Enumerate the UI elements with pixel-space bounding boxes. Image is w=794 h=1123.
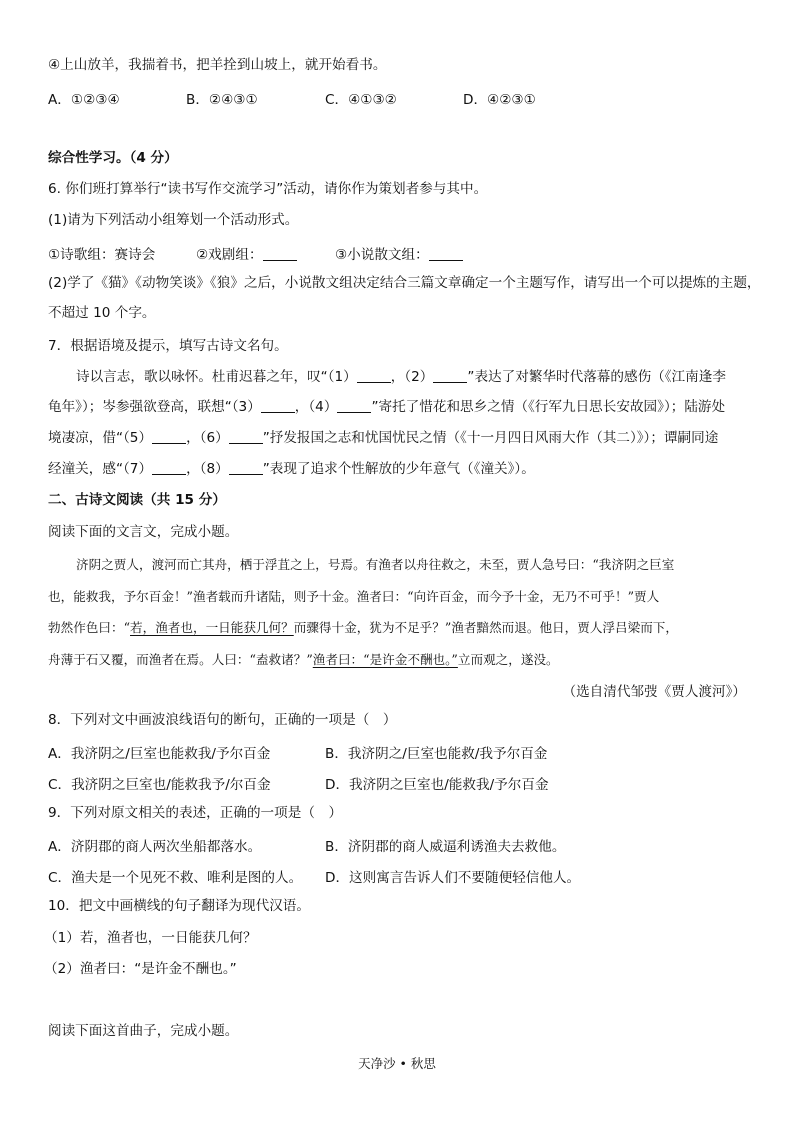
passage-line3: 勃然作色曰：“若，渔者也，一日能获几何？而骤得十金，犹为不足乎？”渔者黯然而退。他日，贾人浮吕梁而下， (48, 620, 678, 635)
q5-option-d: D．④②③① (463, 92, 536, 108)
q7-line2: 龟年》）；岑参强欲登高，联想“（3） ，（4） ”寄托了惜花和思乡之情（《行军九日思长安故园》）；陆游处 (48, 399, 726, 415)
q7-stem: 7．根据语境及提示，填写古诗文名句。 (48, 338, 288, 354)
q10-sentence-1: （1）若，渔者也，一日能获几何？ (44, 930, 257, 946)
answer-blank[interactable] (261, 398, 295, 413)
q5-option-c: C．④①③② (325, 92, 397, 108)
q5-item-4: ④上山放羊，我揣着书，把羊拴到山坡上，就开始看书。 (48, 57, 387, 73)
q8-option-b: B．我济阴之/巨室也能救/我予尔百金 (325, 746, 548, 762)
q7-line1: 诗以言志，歌以咏怀。杜甫迟暮之年，叹“（1） ，（2） ”表达了对繁华时代落幕的感伤（《江南逢李 (76, 369, 726, 385)
answer-blank[interactable] (152, 460, 186, 475)
passage-source: （选自清代邹弢《贾人渡河》） (562, 684, 746, 700)
answer-blank[interactable] (152, 429, 186, 444)
answer-blank[interactable] (429, 246, 463, 261)
qu-intro: 阅读下面这首曲子，完成小题。 (48, 1023, 239, 1039)
section-heading-comprehensive: 综合性学习。（4 分） (48, 150, 178, 166)
answer-blank[interactable] (229, 460, 263, 475)
q9-option-b: B．济阴郡的商人威逼利诱渔夫去救他。 (325, 839, 566, 855)
q6-sub2-line1: (2)学了《猫》《动物笑谈》《狼》之后，小说散文组决定结合三篇文章确定一个主题写作，请写出一个可以提炼的主题， (48, 275, 761, 291)
q9-option-c: C．渔夫是一个见死不救、唯利是图的人。 (48, 870, 303, 886)
q9-stem: 9．下列对原文相关的表述，正确的一项是（ ） (48, 805, 343, 821)
q6-sub2-line2: 不超过 10 个字。 (48, 305, 156, 321)
underlined-sentence-1: 若，渔者也，一日能获几何？ (130, 620, 294, 635)
q6-group-novel: ③小说散文组： (335, 243, 463, 263)
q10-sentence-2: （2）渔者曰：“是许金不酬也。” (44, 961, 237, 977)
answer-blank[interactable] (357, 368, 391, 383)
q5-option-a: A．①②③④ (48, 92, 120, 108)
q10-stem: 10．把文中画横线的句子翻译为现代汉语。 (48, 898, 310, 914)
answer-blank[interactable] (433, 368, 467, 383)
q6-sub1: (1)请为下列活动小组筹划一个活动形式。 (48, 212, 299, 228)
answer-blank[interactable] (263, 246, 297, 261)
passage-line1: 济阴之贾人，渡河而亡其舟，栖于浮苴之上，号焉。有渔者以舟往救之，未至，贾人急号曰：“我济阴之巨室 (76, 557, 675, 572)
q7-line3: 境凄凉，借“（5） ，（6） ”抒发报国之志和忧国忧民之情（《十一月四日风雨大作（其二）》）；谭嗣同途 (48, 430, 719, 446)
q6-group-drama: ②戏剧组： (196, 243, 297, 263)
answer-blank[interactable] (229, 429, 263, 444)
q8-option-a: A．我济阴之/巨室也能救我/予尔百金 (48, 746, 271, 762)
passage-line2: 也，能救我，予尔百金！”渔者载而升诸陆，则予十金。渔者曰：“向许百金，而今予十金，无乃不可乎！”贾人 (48, 589, 660, 604)
poem-title: 天净沙 • 秋思 (358, 1056, 436, 1071)
q9-option-d: D．这则寓言告诉人们不要随便轻信他人。 (325, 870, 581, 886)
q7-line4: 经潼关，感“（7） ，（8） ”表现了追求个性解放的少年意气（《潼关》）。 (48, 461, 535, 477)
q6-group-poetry: ①诗歌组：赛诗会 (48, 247, 156, 263)
underlined-sentence-2: 渔者曰：“是许金不酬也。” (312, 652, 458, 667)
reading-intro: 阅读下面的文言文，完成小题。 (48, 524, 239, 540)
q8-option-d: D．我济阴之巨室也/能救我/予尔百金 (325, 777, 549, 793)
section-heading-classical: 二、古诗文阅读（共 15 分） (48, 492, 226, 508)
q8-stem: 8．下列对文中画波浪线语句的断句，正确的一项是（ ） (48, 712, 397, 728)
q5-option-b: B．②④③① (186, 92, 258, 108)
passage-line4: 舟薄于石又覆，而渔者在焉。人曰：“盍救诸？”渔者曰：“是许金不酬也。”立而观之，遂没。 (48, 652, 559, 667)
answer-blank[interactable] (337, 398, 371, 413)
q9-option-a: A．济阴郡的商人两次坐船都落水。 (48, 839, 262, 855)
q8-option-c: C．我济阴之巨室也/能救我予/尔百金 (48, 777, 271, 793)
q6-stem: 6. 你们班打算举行“读书写作交流学习”活动，请你作为策划者参与其中。 (48, 181, 488, 197)
